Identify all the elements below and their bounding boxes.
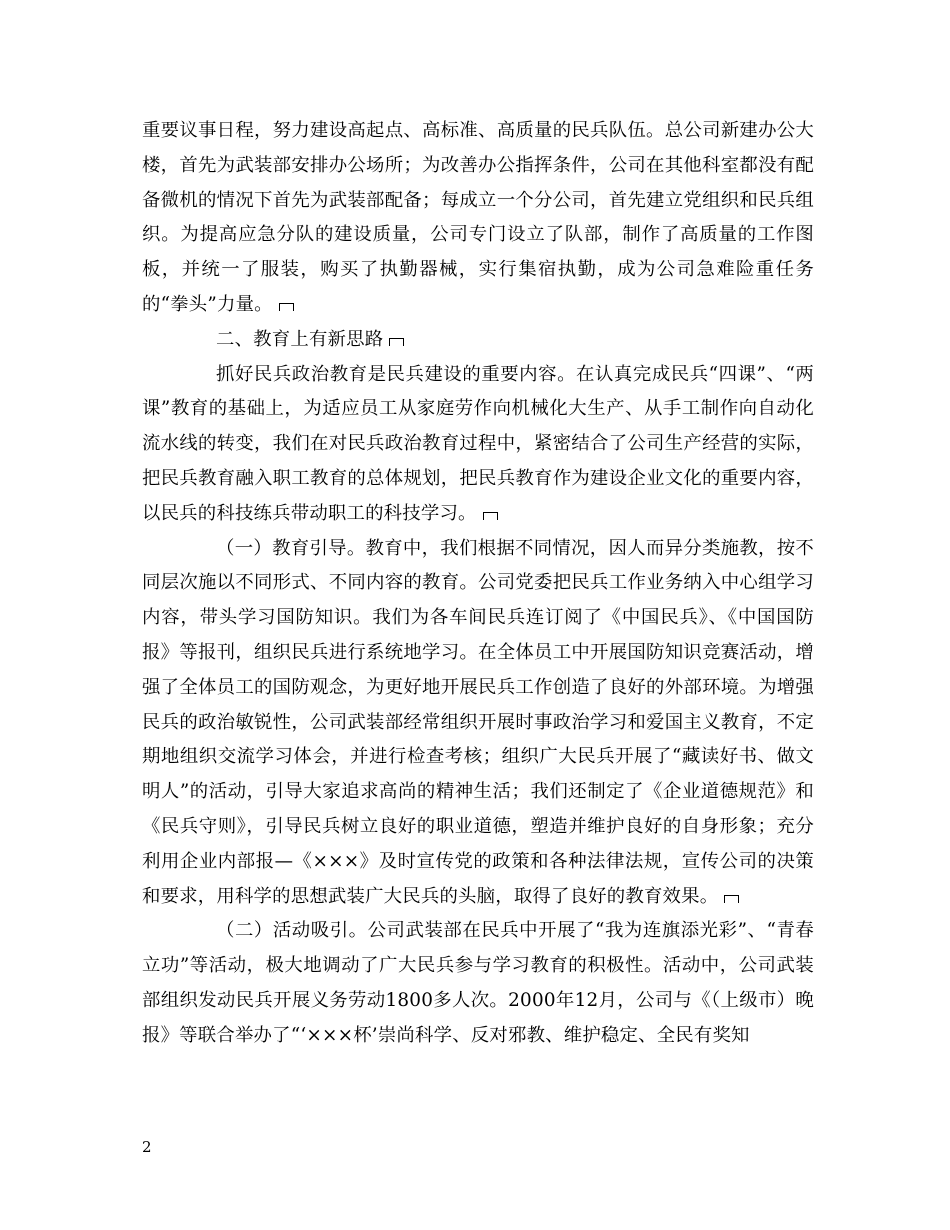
- paragraph-activity-attraction: [142, 914, 814, 1053]
- section-heading-text: 二、教育上有新思路: [216, 328, 384, 350]
- paragraph-mark-icon: [724, 895, 739, 903]
- paragraph-text: （二）活动吸引。公司武装部在民兵中开展了“我为连旗添光彩”、“青春立功”等活动，极大地调动了广大民兵参与学习教育的积极性。活动中，公司武装部组织发动民兵开展义务劳动1800多人次。2000年12月，公司与《（上级市）晚报》等联合举办了“‘×××杯’崇尚科学、反对邪教、维护稳定、全民有奖知: [142, 920, 814, 1046]
- paragraph-political-education: [142, 358, 814, 532]
- paragraph-text: 抓好民兵政治教育是民兵建设的重要内容。在认真完成民兵“四课”、“两课”教育的基础上，为适应员工从家庭劳作向机械化大生产、从手工制作向自动化流水线的转变，我们在对民兵政治教育过程中，紧密结合了公司生产经营的实际，把民兵教育融入职工教育的总体规划，把民兵教育作为建设企业文化的重要内容，以民兵的科技练兵带动职工的科技学习。: [142, 363, 814, 524]
- paragraph-militia-construction: [142, 114, 814, 323]
- paragraph-education-guidance: [142, 532, 814, 915]
- section-heading-education: [142, 323, 814, 358]
- paragraph-mark-icon: [483, 512, 498, 520]
- paragraph-mark-icon: [279, 303, 294, 311]
- paragraph-text: 重要议事日程，努力建设高起点、高标准、高质量的民兵队伍。总公司新建办公大楼，首先为武装部安排办公场所；为改善办公指挥条件，公司在其他科室都没有配备微机的情况下首先为武装部配备；每成立一个分公司，首先建立党组织和民兵组织。为提高应急分队的建设质量，公司专门设立了队部，制作了高质量的工作图板，并统一了服装，购买了执勤器械，实行集宿执勤，成为公司急难险重任务的“拳头”力量。: [142, 120, 814, 315]
- document-body: [142, 114, 814, 1054]
- paragraph-mark-icon: [389, 338, 404, 346]
- paragraph-text: （一）教育引导。教育中，我们根据不同情况，因人而异分类施教，按不同层次施以不同形式、不同内容的教育。公司党委把民兵工作业务纳入中心组学习内容，带头学习国防知识。我们为各车间民兵连订阅了《中国民兵》、《中国国防报》等报刊，组织民兵进行系统地学习。在全体员工中开展国防知识竞赛活动，增强了全体员工的国防观念，为更好地开展民兵工作创造了良好的外部环境。为增强民兵的政治敏锐性，公司武装部经常组织开展时事政治学习和爱国主义教育，不定期地组织交流学习体会，并进行检查考核；组织广大民兵开展了“藏读好书、做文明人”的活动，引导大家追求高尚的精神生活；我们还制定了《企业道德规范》和《民兵守则》，引导民兵树立良好的职业道德，塑造并维护良好的自身形象；充分利用企业内部报—《×××》及时宣传党的政策和各种法律法规，宣传公司的决策和要求，用科学的思想武装广大民兵的头脑，取得了良好的教育效果。: [142, 537, 814, 907]
- page-number: 2: [142, 1138, 152, 1156]
